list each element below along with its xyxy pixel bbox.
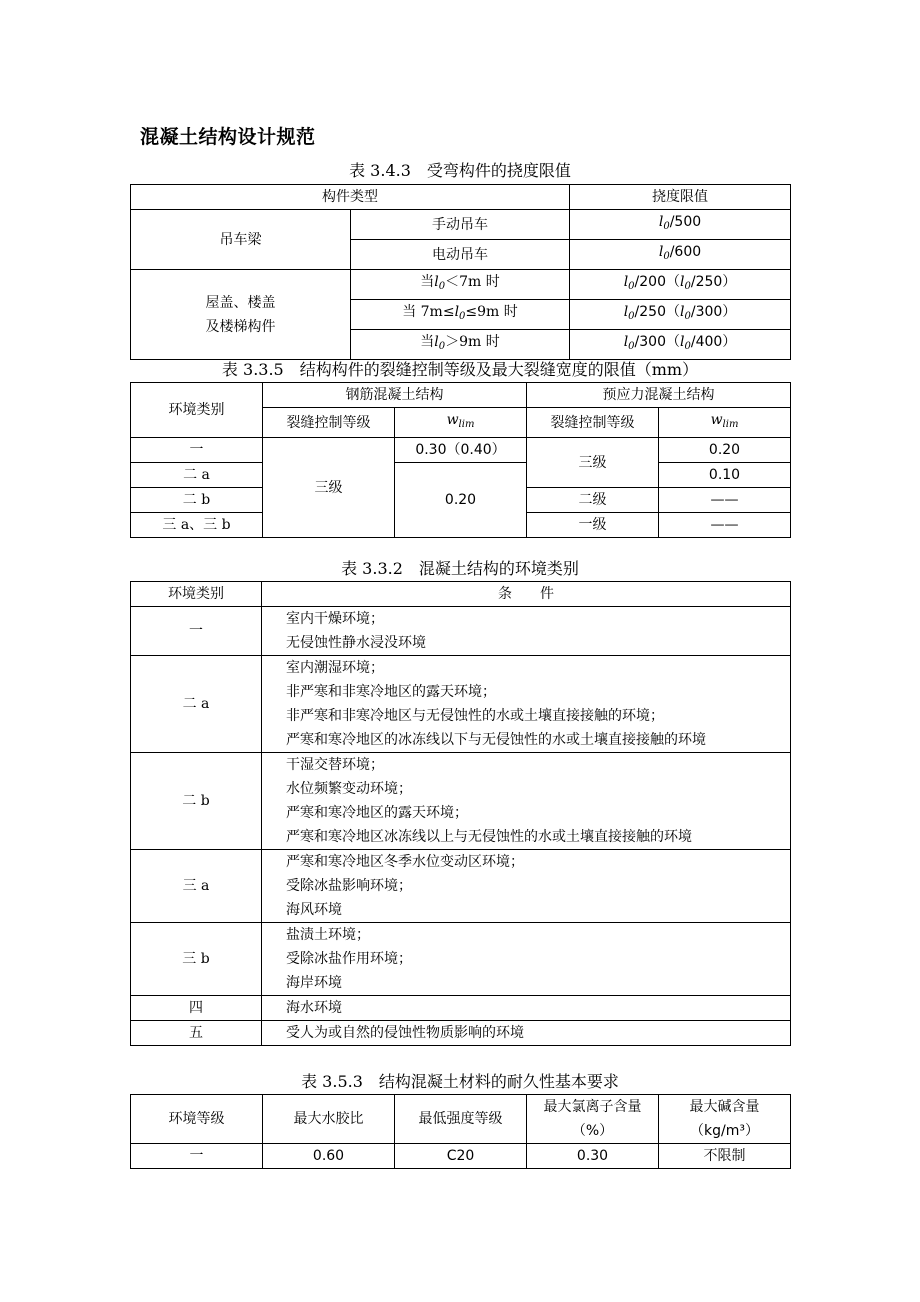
table-3-3-5-caption: 表 3.3.5 结构构件的裂缝控制等级及最大裂缝宽度的限值（mm） (221, 360, 699, 379)
strength-cell: C20 (395, 1144, 527, 1169)
header-max-wb-ratio: 最大水胶比 (263, 1095, 395, 1144)
env-cell: 二 a (131, 656, 262, 753)
env-cell: 三 a (131, 850, 262, 923)
header-member-type: 构件类型 (131, 185, 570, 210)
header-rc-wlim: $w_{lim}$ (395, 408, 527, 438)
env-cell: 三 a、三 b (131, 513, 263, 538)
conditions-cell: 严寒和寒冷地区冬季水位变动区环境； 受除冰盐影响环境； 海风环境 (262, 850, 791, 923)
group-name-line1: 屋盖、楼盖 (205, 294, 276, 311)
env-cell: 一 (131, 607, 262, 656)
header-pc-structure: 预应力混凝土结构 (527, 383, 791, 408)
env-cell: 二 a (131, 463, 263, 488)
env-cell: 二 b (131, 753, 262, 850)
rc-wlim-cell: 0.30（0.40） (395, 438, 527, 463)
header-rc-structure: 钢筋混凝土结构 (263, 383, 527, 408)
pc-wlim-cell: —— (659, 488, 791, 513)
limit-cell: $l_0/600$ (570, 240, 791, 270)
pc-wlim-cell: 0.20 (659, 438, 791, 463)
table-3-3-2-caption: 表 3.3.2 混凝土结构的环境类别 (341, 559, 579, 578)
crack-control-table (130, 382, 791, 538)
alkali-cell: 不限制 (659, 1144, 791, 1169)
deflection-limit-table (130, 184, 791, 360)
conditions-cell: 室内潮湿环境； 非严寒和非寒冷地区的露天环境； 非严寒和非寒冷地区与无侵蚀性的水或土壤直接接触的环境； 严寒和寒冷地区的冰冻线以下与无侵蚀性的水或土壤直接接触的环境 (262, 656, 791, 753)
durability-requirements-table (130, 1094, 791, 1169)
group-name-line2: 及楼梯构件 (205, 318, 276, 335)
rc-wlim-cell: 0.20 (395, 463, 527, 538)
header-rc-grade: 裂缝控制等级 (263, 408, 395, 438)
span-cell: 当 $7m\le l_0\le 9m$ 时 (351, 300, 570, 330)
limit-cell: $l_0/250(l_0/300)$ (570, 300, 791, 330)
pc-grade-cell: 一级 (527, 513, 659, 538)
header-max-chloride: 最大氯离子含量 （%） (527, 1095, 659, 1144)
span-cell: 当$l_0>9m$ 时 (351, 330, 570, 360)
env-cell: 一 (131, 438, 263, 463)
header-env-grade: 环境等级 (131, 1095, 263, 1144)
document-title: 混凝土结构设计规范 (140, 126, 316, 148)
limit-cell: $l_0/300(l_0/400)$ (570, 330, 791, 360)
env-cell: 二 b (131, 488, 263, 513)
env-cell: 五 (131, 1021, 262, 1046)
table-3-4-3-caption: 表 3.4.3 受弯构件的挠度限值 (349, 161, 571, 180)
header-max-alkali: 最大碱含量 （kg/m³） (659, 1095, 791, 1144)
pc-grade-cell: 二级 (527, 488, 659, 513)
chloride-cell: 0.30 (527, 1144, 659, 1169)
env-cell: 一 (131, 1144, 263, 1169)
header-min-strength: 最低强度等级 (395, 1095, 527, 1144)
conditions-cell: 干湿交替环境； 水位频繁变动环境； 严寒和寒冷地区的露天环境； 严寒和寒冷地区冰冻线以上与无侵蚀性的水或土壤直接接触的环境 (262, 753, 791, 850)
group-roof-floor (131, 270, 351, 360)
header-pc-wlim: $w_{lim}$ (659, 408, 791, 438)
pc-wlim-cell: —— (659, 513, 791, 538)
rc-grade-cell: 三级 (263, 438, 395, 538)
span-cell: 当$l_0<7m$ 时 (351, 270, 570, 300)
conditions-cell: 室内干燥环境； 无侵蚀性静水浸没环境 (262, 607, 791, 656)
pc-grade-cell: 三级 (527, 438, 659, 488)
conditions-cell: 海水环境 (262, 996, 791, 1021)
env-cell: 四 (131, 996, 262, 1021)
type-cell: 手动吊车 (351, 210, 570, 240)
conditions-cell: 盐渍土环境； 受除冰盐作用环境； 海岸环境 (262, 923, 791, 996)
group-crane-beam: 吊车梁 (131, 210, 351, 270)
conditions-cell: 受人为或自然的侵蚀性物质影响的环境 (262, 1021, 791, 1046)
environment-class-table (130, 581, 791, 1046)
limit-cell: $l_0/500$ (570, 210, 791, 240)
header-deflection-limit: 挠度限值 (570, 185, 791, 210)
type-cell: 电动吊车 (351, 240, 570, 270)
wb-ratio-cell: 0.60 (263, 1144, 395, 1169)
header-pc-grade: 裂缝控制等级 (527, 408, 659, 438)
header-env-class: 环境类别 (131, 582, 262, 607)
header-conditions: 条 件 (262, 582, 791, 607)
header-env-class: 环境类别 (131, 383, 263, 438)
env-cell: 三 b (131, 923, 262, 996)
limit-cell: $l_0/200(l_0/250)$ (570, 270, 791, 300)
pc-wlim-cell: 0.10 (659, 463, 791, 488)
table-3-5-3-caption: 表 3.5.3 结构混凝土材料的耐久性基本要求 (301, 1072, 619, 1091)
